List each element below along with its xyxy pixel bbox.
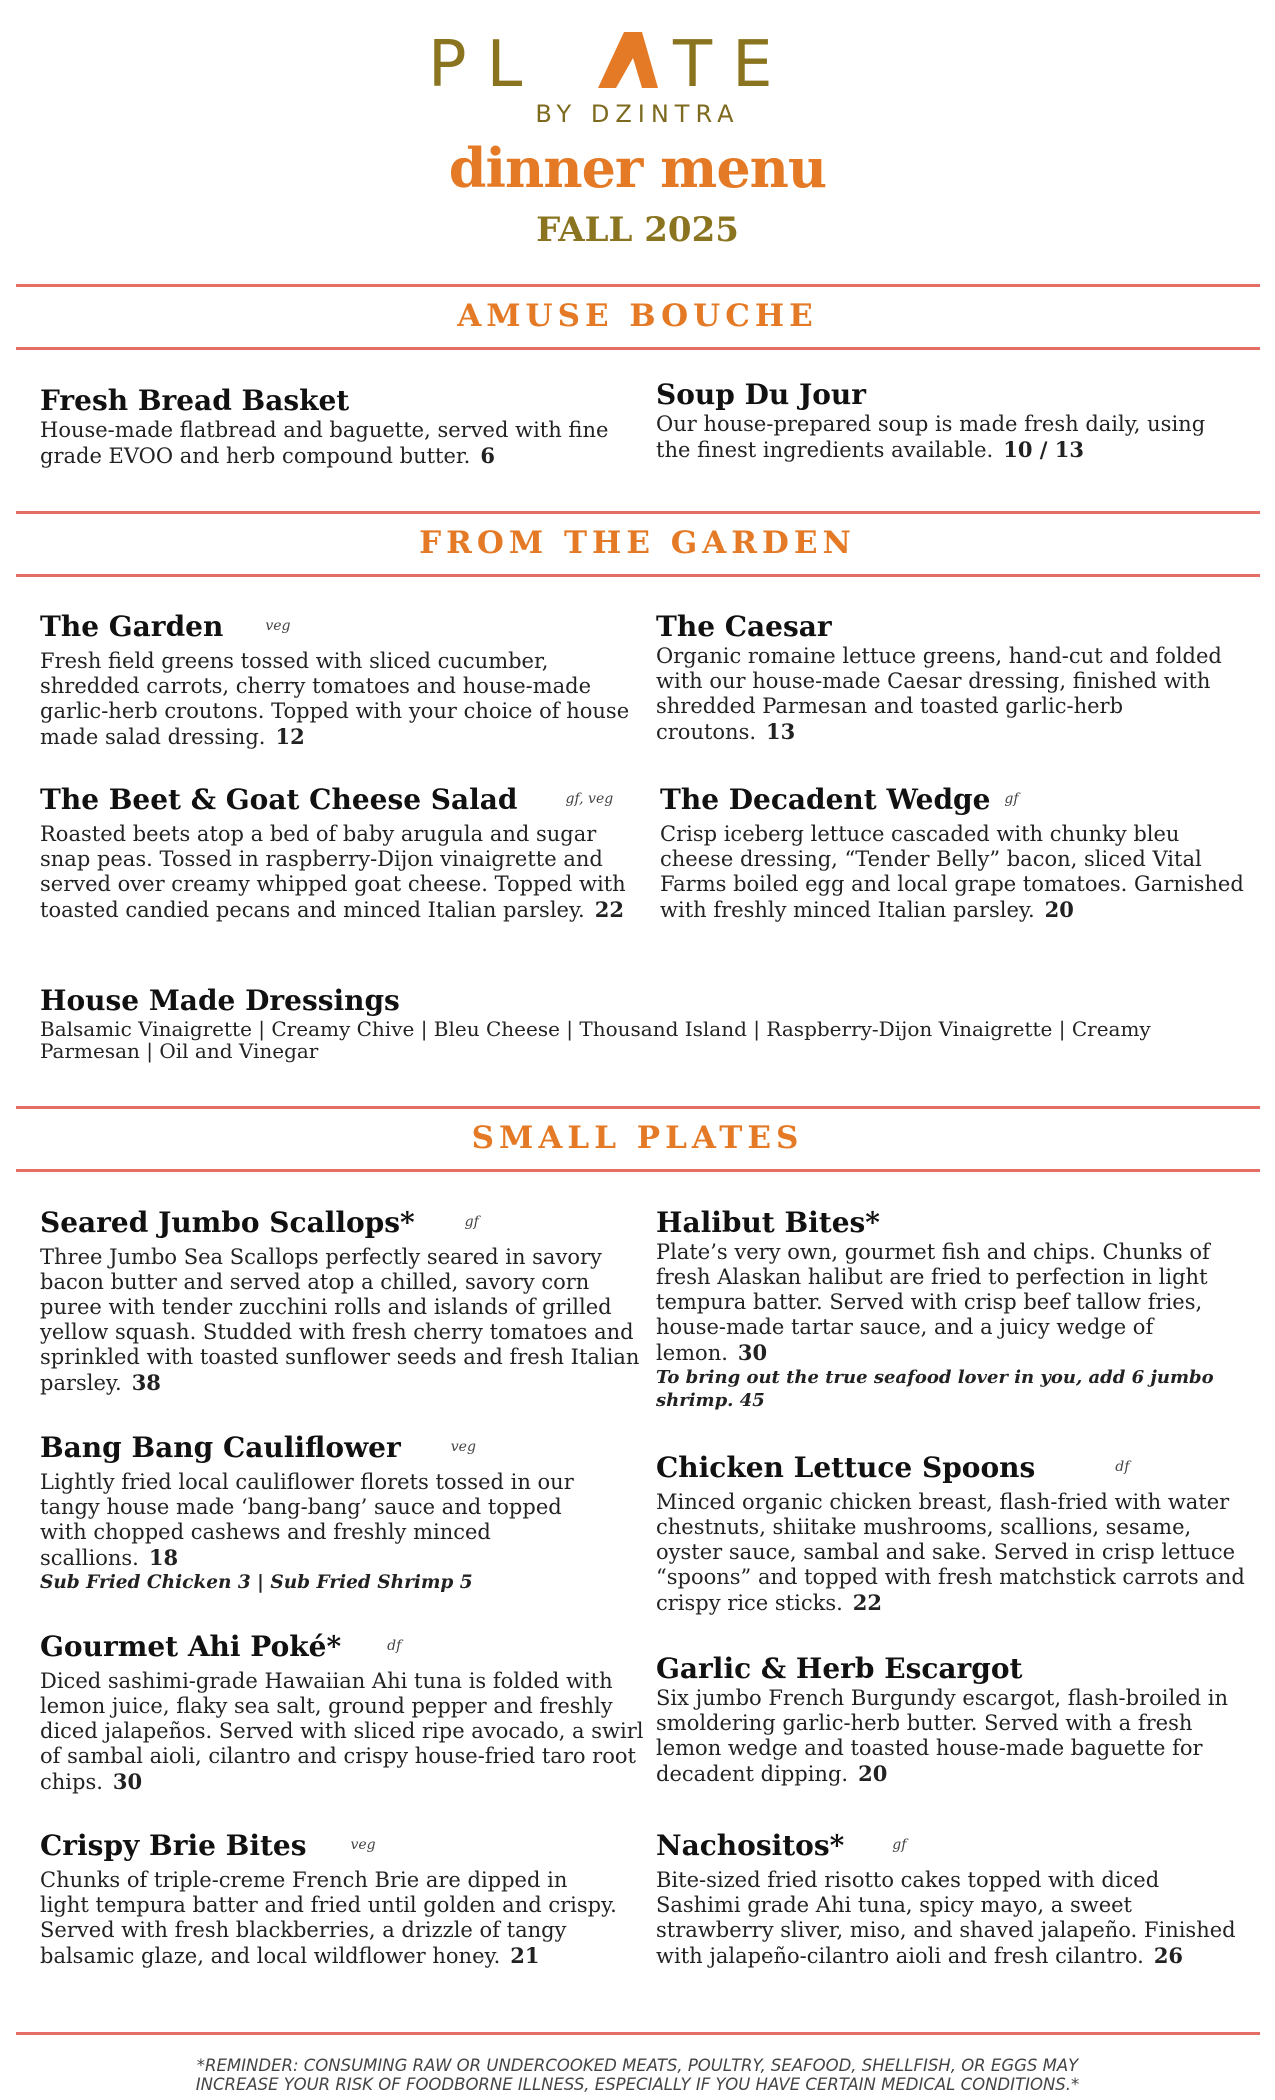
dressings-list: Balsamic Vinaigrette | Creamy Chive | Bleu Cheese | Thousand Island | Raspberry-Dijon Vinaigrette | Creamy Parmesan | Oil and Vinegar (40, 1017, 1151, 1063)
logo-a-brushstroke (598, 32, 658, 88)
item-name: Soup Du Jour (656, 378, 866, 411)
menu-item-crispy-brie-bites (40, 1829, 620, 1969)
item-name: The Beet & Goat Cheese Salad $^{gf, veg}$ (40, 783, 614, 816)
item-name: Nachositos* $^{gf}$ (656, 1829, 907, 1862)
item-description: Plate’s very own, gourmet fish and chips. Chunks of fresh Alaskan halibut are fried to perfection in light tempura batter. Served with crisp beef tallow fries, house-made tartar sauce, and a juicy wedge of lemon. 30 (656, 1240, 1210, 1365)
item-price: 20 (1044, 897, 1074, 922)
item-note: To bring out the true seafood lover in you, add 6 jumbo shrimp. 45 (656, 1367, 1214, 1411)
dietary-tag: veg (450, 1439, 476, 1455)
disclaimer-line-2: INCREASE YOUR RISK OF FOODBORNE ILLNESS, ESPECIALLY IF YOU HAVE CERTAIN MEDICAL CONDITIONS.* (195, 2075, 1080, 2094)
dietary-tag: veg (265, 618, 291, 634)
dietary-tag: gf (892, 1837, 907, 1853)
house-made-dressings (40, 984, 1240, 1062)
item-name: Gourmet Ahi Poké* $^{df}$ (40, 1630, 402, 1663)
section-title-small-plates: SMALL PLATES (471, 1120, 804, 1156)
menu-item-beet-goat-cheese-salad (40, 783, 640, 923)
item-name: Chicken Lettuce Spoons $^{df}$ (656, 1451, 1130, 1484)
item-price: 30 (112, 1769, 143, 1794)
footer-rule (16, 2032, 1260, 2035)
section-title-from-the-garden: FROM THE GARDEN (419, 525, 856, 561)
section-rule (16, 511, 1260, 514)
item-description: House-made flatbread and baguette, served with fine grade EVOO and herb compound butter. 6 (40, 418, 609, 468)
item-description: Bite-sized fried risotto cakes topped with diced Sashimi grade Ahi tuna, spicy mayo, a sweet strawberry sliver, miso, and shaved jalapeño. Finished with jalapeño-cilantro aioli and fresh cilantro. 26 (656, 1868, 1236, 1968)
menu-item-seared-jumbo-scallops (40, 1206, 640, 1396)
item-name: Crispy Brie Bites $^{veg}$ (40, 1829, 376, 1862)
item-price: 10 / 13 (1003, 437, 1084, 462)
item-name: The Caesar (656, 610, 832, 643)
item-price: 13 (766, 719, 796, 744)
menu-item-decadent-wedge (660, 783, 1250, 923)
item-name: Bang Bang Cauliflower $^{veg}$ (40, 1431, 476, 1464)
section-rule (16, 284, 1260, 287)
menu-item-the-caesar (656, 610, 1246, 745)
logo-wordmark (428, 28, 848, 94)
logo-text-pl: PL (427, 28, 542, 94)
plate-logo (0, 28, 1275, 98)
menu-item-halibut-bites (656, 1206, 1256, 1412)
item-description: Three Jumbo Sea Scallops perfectly seared in savory bacon butter and served atop a chilled, savory corn puree with tender zucchini rolls and islands of grilled yellow squash. Studded with fresh cherry tomatoes and sprinkled with toasted sunflower seeds and fresh Italian parsley. 38 (40, 1245, 640, 1395)
item-name: The Decadent Wedge $^{gf}$ (660, 783, 1019, 816)
dietary-tag: gf, veg (565, 791, 614, 807)
item-description: Crisp iceberg lettuce cascaded with chunky bleu cheese dressing, “Tender Belly” bacon, sliced Vital Farms boiled egg and local grape tomatoes. Garnished with freshly minced Italian parsley. 20 (660, 822, 1244, 922)
menu-item-gourmet-ahi-poke (40, 1630, 650, 1795)
section-title-amuse-bouche: AMUSE BOUCHE (457, 298, 818, 334)
item-price: 38 (131, 1370, 161, 1395)
item-note: Sub Fried Chicken 3 | Sub Fried Shrimp 5 (40, 1572, 473, 1593)
item-description: Chunks of triple-creme French Brie are dipped in light tempura batter and fried until golden and crispy. Served with fresh blackberries, a drizzle of tangy balsamic glaze, and local wildflower honey. 21 (40, 1868, 617, 1968)
menu-item-chicken-lettuce-spoons (656, 1451, 1256, 1616)
item-price: 21 (510, 1943, 540, 1968)
menu-item-soup-du-jour (656, 378, 1246, 463)
menu-item-the-garden (40, 610, 640, 750)
item-name: Seared Jumbo Scallops* $^{gf}$ (40, 1206, 479, 1239)
item-price: 6 (480, 443, 495, 468)
item-description: Roasted beets atop a bed of baby arugula and sugar snap peas. Tossed in raspberry-Dijon vinaigrette and served over creamy whipped goat cheese. Topped with toasted candied pecans and minced Italian parsley. 22 (40, 822, 626, 922)
menu-item-bang-bang-cauliflower (40, 1431, 640, 1594)
item-name: Garlic & Herb Escargot (656, 1652, 1023, 1685)
item-description: Diced sashimi-grade Hawaiian Ahi tuna is folded with lemon juice, flaky sea salt, ground pepper and freshly diced jalapeños. Served with sliced ripe avocado, a swirl of sambal aioli, cilantro and crispy house-fried taro root chips. 30 (40, 1669, 644, 1794)
item-description: Our house-prepared soup is made fresh daily, using the finest ingredients available. 10 / 13 (656, 412, 1206, 462)
item-name: The Garden $^{veg}$ (40, 610, 291, 643)
item-name: Fresh Bread Basket (40, 384, 350, 417)
menu-title: dinner menu (448, 136, 827, 200)
dietary-tag: gf (464, 1214, 479, 1230)
season-label: FALL 2025 (536, 210, 739, 250)
disclaimer-line-1: *REMINDER: CONSUMING RAW OR UNDERCOOKED MEATS, POULTRY, SEAFOOD, SHELLFISH, OR EGGS MAY (196, 2056, 1079, 2075)
item-price: 12 (275, 724, 305, 749)
dressings-title: House Made Dressings (40, 984, 400, 1017)
item-description: Minced organic chicken breast, flash-fried with water chestnuts, shiitake mushrooms, scallions, sesame, oyster sauce, sambal and sake. Served in crisp lettuce “spoons” and topped with fresh matchstick carrots and crispy rice sticks. 22 (656, 1490, 1245, 1615)
item-price: 30 (737, 1340, 768, 1365)
menu-item-nachositos (656, 1829, 1246, 1969)
section-rule (16, 1169, 1260, 1172)
menu-item-garlic-herb-escargot (656, 1652, 1256, 1787)
section-rule (16, 574, 1260, 577)
item-price: 18 (148, 1545, 179, 1570)
item-description: Lightly fried local cauliflower florets tossed in our tangy house made ‘bang-bang’ sauce and topped with chopped cashews and freshly minced scallions. 18 (40, 1470, 574, 1570)
item-description: Fresh field greens tossed with sliced cucumber, shredded carrots, cherry tomatoes and house-made garlic-herb croutons. Topped with your choice of house made salad dressing. 12 (40, 649, 630, 749)
dietary-tag: gf (1004, 791, 1019, 807)
item-price: 26 (1153, 1943, 1184, 1968)
item-description: Six jumbo French Burgundy escargot, flash-broiled in smoldering garlic-herb butter. Served with a fresh lemon wedge and toasted house-made baguette for decadent dipping. 20 (656, 1686, 1228, 1786)
item-description: Organic romaine lettuce greens, hand-cut and folded with our house-made Caesar dressing, finished with shredded Parmesan and toasted garlic-herb croutons. 13 (656, 644, 1222, 744)
section-rule (16, 347, 1260, 350)
dietary-tag: veg (350, 1837, 376, 1853)
dietary-tag: df (1115, 1459, 1130, 1475)
health-disclaimer (0, 2056, 1275, 2094)
logo-text-te: TE (672, 28, 793, 94)
dietary-tag: df (387, 1638, 402, 1654)
item-price: 22 (594, 897, 624, 922)
section-rule (16, 1106, 1260, 1109)
item-price: 22 (852, 1590, 882, 1615)
item-name: Halibut Bites* (656, 1206, 880, 1239)
menu-item-fresh-bread-basket (40, 384, 640, 469)
by-line: BY DZINTRA (535, 100, 740, 128)
item-price: 20 (858, 1761, 888, 1786)
